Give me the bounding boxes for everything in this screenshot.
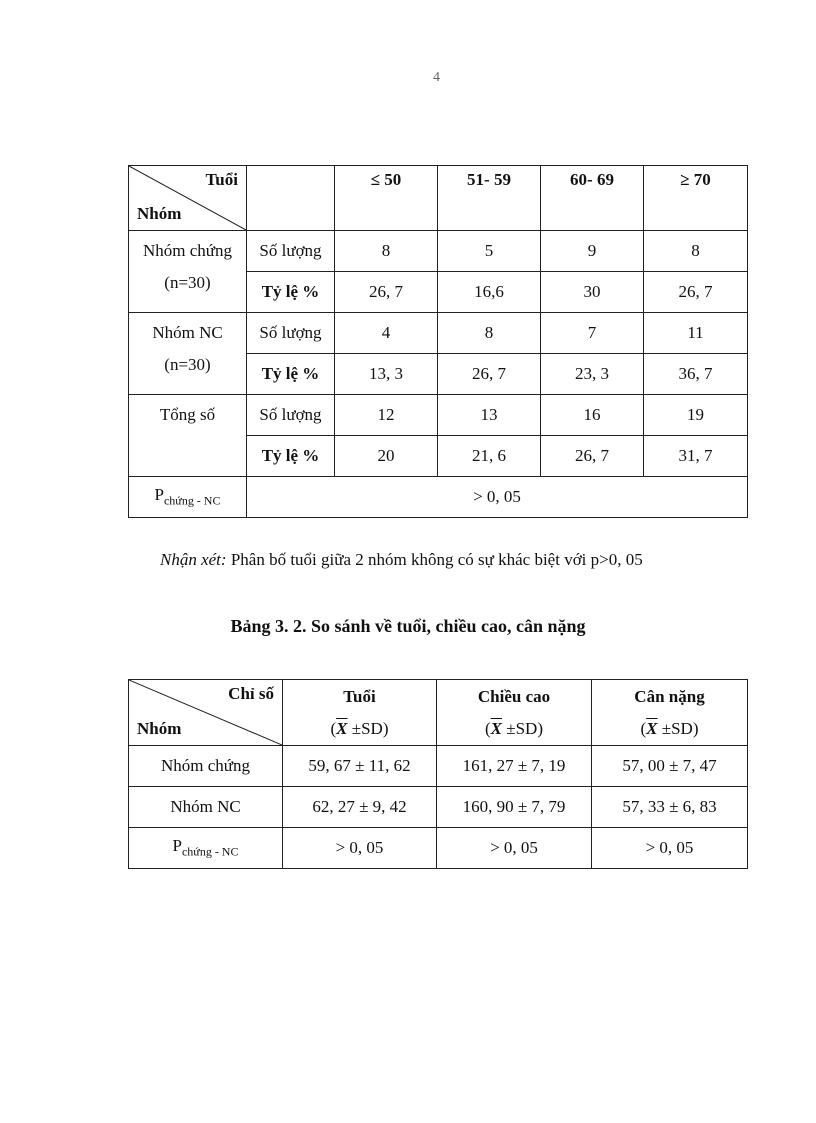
p-label-sub: chứng - NC xyxy=(163,493,221,508)
table-cell: 9 xyxy=(541,231,644,272)
table-cell: 13, 3 xyxy=(335,354,438,395)
group-size: (n=30) xyxy=(164,355,211,374)
mean-symbol: $\overline{X}$ xyxy=(646,718,658,738)
remark xyxy=(160,550,643,570)
group-name: Nhóm chứng xyxy=(142,241,232,260)
stat-notation: $(\overline{X} \pm SD)$ xyxy=(640,718,699,738)
group-name: Nhóm NC xyxy=(152,323,223,342)
table-cell: 26, 7 xyxy=(541,436,644,477)
table-cell: 26, 7 xyxy=(438,354,541,395)
table-row xyxy=(129,231,748,272)
column-title: Cân nặng xyxy=(634,686,705,706)
table-cell: 8 xyxy=(438,313,541,354)
table-cell: 21, 6 xyxy=(438,436,541,477)
table-cell: 8 xyxy=(644,231,748,272)
diagonal-header-cell xyxy=(129,680,283,746)
comparison-table xyxy=(128,679,748,869)
mean-symbol: $\overline{X}$ xyxy=(490,718,503,738)
table-cell: 7 xyxy=(541,313,644,354)
header-age-group: 51- 59 xyxy=(438,166,541,231)
column-title: Chiều cao xyxy=(477,686,551,706)
table-row xyxy=(129,746,748,787)
table-cell: 59, 67 ± 11, 62 xyxy=(283,746,437,787)
row-label: Tỷ lệ % xyxy=(247,354,335,395)
p-value-row xyxy=(129,828,748,869)
row-label: Nhóm chứng xyxy=(129,746,283,787)
row-label: Nhóm NC xyxy=(129,787,283,828)
table-cell: 19 xyxy=(644,395,748,436)
p-label-main: P xyxy=(154,485,164,505)
header-age-group: ≥ 70 xyxy=(644,166,748,231)
table-header-row xyxy=(129,166,748,231)
p-label-sub: chứng - NC xyxy=(181,844,239,859)
p-value-row xyxy=(129,477,748,518)
stat-notation: $(\overline{X} \pm SD)$ xyxy=(485,718,543,738)
table-cell: 11 xyxy=(644,313,748,354)
header-age-group: 60- 69 xyxy=(541,166,644,231)
table-cell: 30 xyxy=(541,272,644,313)
table-cell: 57, 33 ± 6, 83 xyxy=(592,787,748,828)
remark-text: Phân bố tuổi giữa 2 nhóm không có sự khác biệt với p>0, 05 xyxy=(230,550,643,569)
p-value-cell: > 0, 05 xyxy=(437,828,592,869)
p-value-cell: > 0, 05 xyxy=(592,828,748,869)
table2-title: Bảng 3. 2. So sánh về tuổi, chiều cao, cân nặng xyxy=(230,616,586,636)
header-column xyxy=(437,680,592,746)
table-cell: 26, 7 xyxy=(335,272,438,313)
p-label xyxy=(129,477,247,518)
table-cell: 12 xyxy=(335,395,438,436)
row-label: Số lượng xyxy=(247,231,335,272)
row-label: Số lượng xyxy=(247,395,335,436)
header-age-label: Tuổi xyxy=(205,170,238,189)
header-group-label: Nhóm xyxy=(137,204,182,223)
table-header-row xyxy=(129,680,748,746)
table-cell: 16,6 xyxy=(438,272,541,313)
p-value-cell: > 0, 05 xyxy=(247,477,748,518)
table-cell: 31, 7 xyxy=(644,436,748,477)
remark-label: Nhận xét: xyxy=(160,550,227,569)
header-empty-cell xyxy=(247,166,335,231)
group-name: Tổng số xyxy=(159,405,216,424)
table-cell: 23, 3 xyxy=(541,354,644,395)
group-size: (n=30) xyxy=(164,273,211,292)
table-cell: 16 xyxy=(541,395,644,436)
p-label-main: P xyxy=(172,836,182,856)
header-group-label: Nhóm xyxy=(137,719,182,738)
p-label xyxy=(129,828,283,869)
table-cell: 160, 90 ± 7, 79 xyxy=(437,787,592,828)
header-index-label: Chỉ số xyxy=(228,684,274,703)
diagonal-header-cell xyxy=(129,166,247,231)
header-column xyxy=(592,680,748,746)
mean-symbol: $\overline{X}$ xyxy=(336,718,348,738)
table-cell: 62, 27 ± 9, 42 xyxy=(283,787,437,828)
table-cell: 13 xyxy=(438,395,541,436)
header-column xyxy=(283,680,437,746)
table-cell: 36, 7 xyxy=(644,354,748,395)
table-row xyxy=(129,395,748,436)
table-row xyxy=(129,313,748,354)
row-label: Tỷ lệ % xyxy=(247,436,335,477)
table-row xyxy=(129,787,748,828)
page-number: 4 xyxy=(433,70,440,85)
table-cell: 161, 27 ± 7, 19 xyxy=(437,746,592,787)
header-age-group: ≤ 50 xyxy=(335,166,438,231)
p-value-cell: > 0, 05 xyxy=(283,828,437,869)
table-cell: 20 xyxy=(335,436,438,477)
table-cell: 8 xyxy=(335,231,438,272)
group-cell xyxy=(129,231,247,313)
column-title: Tuổi xyxy=(343,686,376,706)
group-cell xyxy=(129,313,247,395)
age-distribution-table xyxy=(128,165,748,518)
row-label: Tỷ lệ % xyxy=(247,272,335,313)
row-label: Số lượng xyxy=(247,313,335,354)
group-cell xyxy=(129,395,247,477)
table-cell: 26, 7 xyxy=(644,272,748,313)
table-cell: 4 xyxy=(335,313,438,354)
stat-notation: $(\overline{X} \pm SD)$ xyxy=(330,718,389,738)
table-cell: 5 xyxy=(438,231,541,272)
table-cell: 57, 00 ± 7, 47 xyxy=(592,746,748,787)
